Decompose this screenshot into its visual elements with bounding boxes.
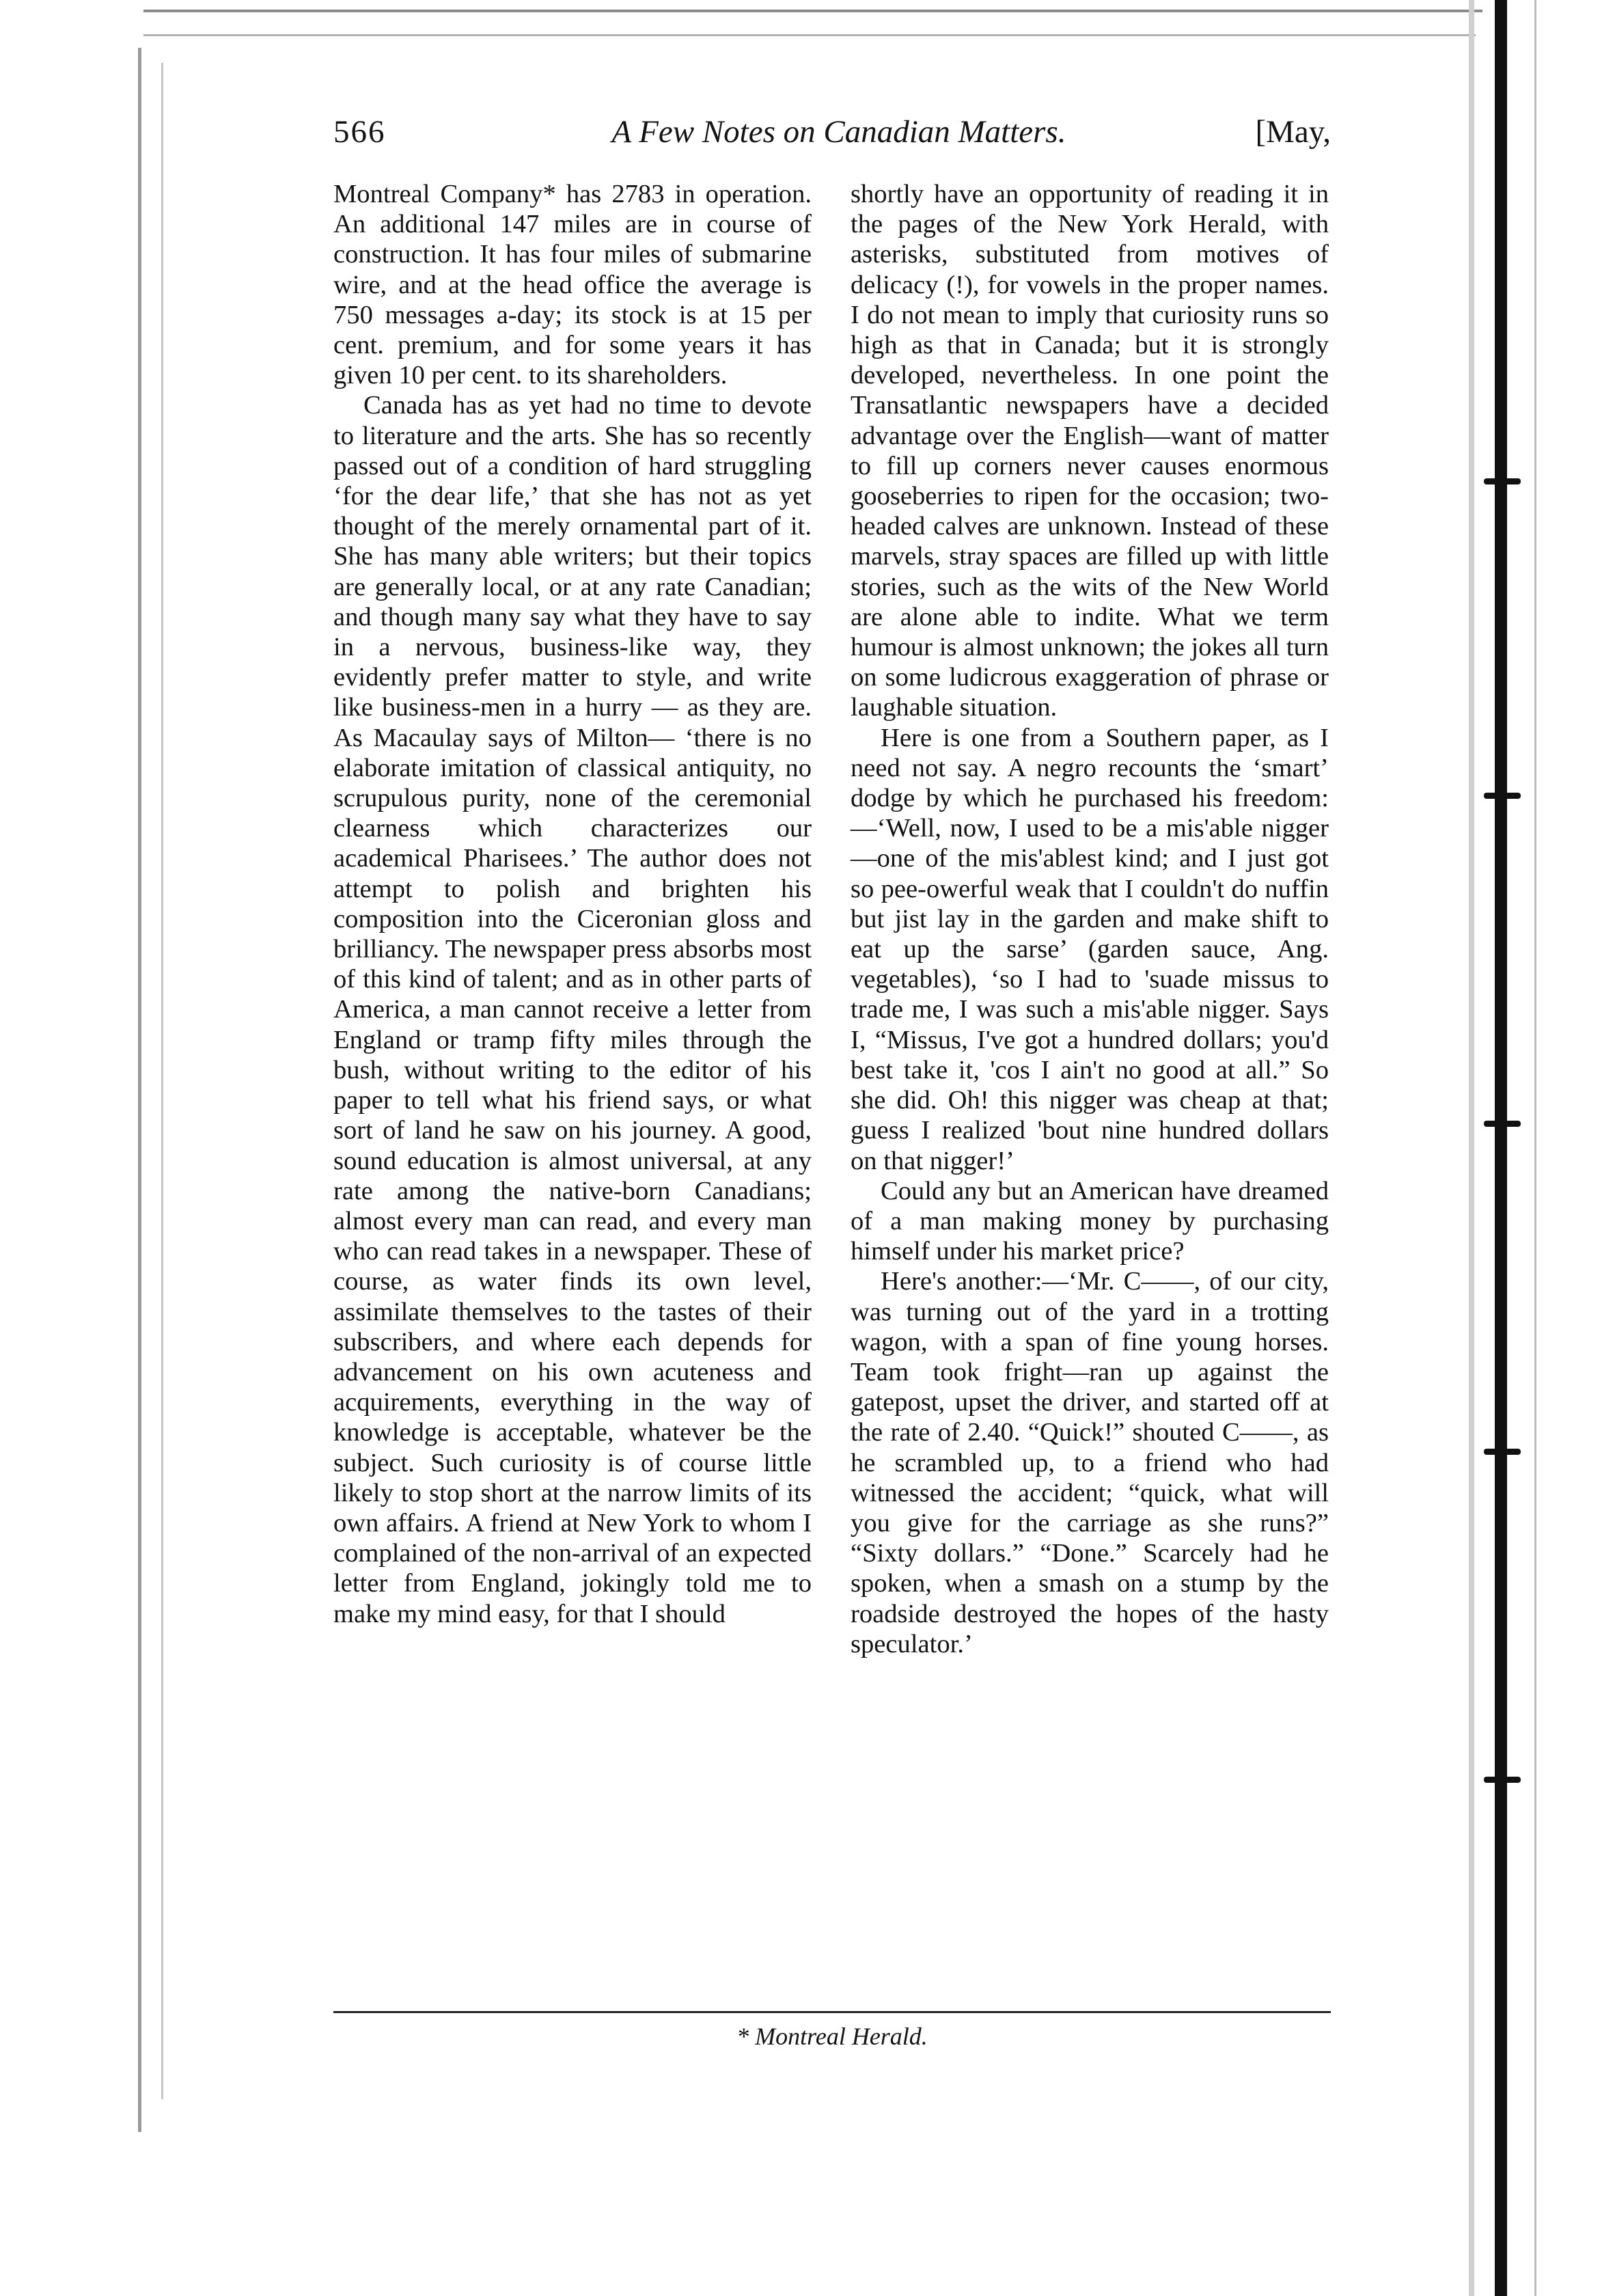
scan-gutter-shadow bbox=[1469, 0, 1474, 2296]
right-column bbox=[851, 179, 1329, 1659]
page-number: 566 bbox=[333, 114, 386, 150]
scan-top-edge bbox=[143, 10, 1482, 12]
scan-inner-top-edge bbox=[143, 34, 1476, 36]
paragraph: Could any but an American have dreamed of a man making money by purchasing himself under his market price? bbox=[851, 1176, 1329, 1266]
footnote: * Montreal Herald. bbox=[736, 2023, 928, 2050]
paragraph: shortly have an opportunity of reading it in the pages of the New York Herald, with asterisks, substituted from motives of delicacy (!), for vowels in the proper names. I do not mean to imply that curiosity runs so high as that in Canada; but it is strongly developed, nevertheless. In one point the Transatlantic newspapers have a decided advantage over the English—want of matter to fill up corners never causes enormous gooseberries to ripen for the occasion; two-headed calves are unknown. Instead of these marvels, stray spaces are filled up with little stories, such as the wits of the New World are alone able to indite. What we term humour is almost unknown; the jokes all turn on some ludicrous exaggeration of phrase or laughable situation. bbox=[851, 180, 1329, 722]
running-head bbox=[333, 113, 1331, 161]
spine-stitch bbox=[1484, 1121, 1521, 1127]
spine-stitch bbox=[1484, 1777, 1521, 1783]
footnote-rule bbox=[333, 2011, 1331, 2013]
paragraph: Canada has as yet had no time to devote to literature and the arts. She has so recently passed out of a condition of hard struggling ‘for the dear life,’ that she has not as yet thought of the merely ornamental part of it. She has many able writers; but their topics are generally local, or at any rate Canadian; and though many say what they have to say in a nervous, business-like way, they evidently prefer matter to style, and write like business-men in a hurry — as they are. As Macaulay says of Milton— ‘there is no elaborate imitation of classical antiquity, no scrupulous purity, none of the ceremonial clearness which characterizes our academical Pharisees.’ The author does not attempt to polish and brighten his composition into the Ciceronian gloss and brilliancy. The newspaper press absorbs most of this kind of talent; and as in other parts of America, a man cannot receive a letter from England or tramp fifty miles through the bush, without writing to the editor of his paper to tell what his friend says, or what sort of land he saw on his journey. A good, sound education is almost universal, at any rate among the native-born Canadians; almost every man can read, and every man who can read takes in a newspaper. These of course, as water finds its own level, assimilate themselves to the tastes of their subscribers, and where each depends for advancement on his own acuteness and acquirements, everything in the way of knowledge is acceptable, whatever be the subject. Such curiosity is of course little likely to stop short at the narrow limits of its own affairs. A friend at New York to whom I complained of the non-arrival of an expected letter from England, jokingly told me to make my mind easy, for that I should bbox=[333, 391, 812, 1628]
running-title: A Few Notes on Canadian Matters. bbox=[611, 114, 1066, 150]
paragraph: Here is one from a Southern paper, as I need not say. A negro recounts the ‘smart’ dodge by which he purchased his freedom:—‘Well, now, I used to be a mis'able nigger—one of the mis'ablest kind; and I just got so pee-owerful weak that I couldn't do nuffin but jist lay in the garden and make shift to eat up the sarse’ (garden sauce, Ang. vegetables), ‘so I had to 'suade missus to trade me, I was such a mis'able nigger. Says I, “Missus, I've got a hundred dollars; you'd best take it, 'cos I ain't no good at all.” So she did. Oh! this nigger was cheap at that; guess I realized 'bout nine hundred dollars on that nigger!’ bbox=[851, 723, 1329, 1175]
paragraph: Here's another:—‘Mr. C——, of our city, was turning out of the yard in a trotting wagon, with a span of fine young horses. Team took fright—ran up against the gatepost, upset the driver, and started off at the rate of 2.40. “Quick!” shouted C——, as he scrambled up, to a friend who had witnessed the accident; “quick, what will you give for the carriage as she runs?” “Sixty dollars.” “Done.” Scarcely had he spoken, when a smash on a stump by the roadside destroyed the hopes of the hasty speculator.’ bbox=[851, 1267, 1329, 1658]
left-column bbox=[333, 179, 812, 1629]
spine-stitch bbox=[1484, 478, 1521, 484]
running-month: [May, bbox=[1255, 114, 1331, 150]
spine-stitch bbox=[1484, 793, 1521, 799]
paragraph: Montreal Company* has 2783 in operation. An additional 147 miles are in course of construction. It has four miles of submarine wire, and at the head office the average is 750 messages a-day; its stock is at 15 per cent. premium, and for some years it has given 10 per cent. to its shareholders. bbox=[333, 180, 812, 390]
book-spine bbox=[1495, 0, 1507, 2296]
spine-stitch bbox=[1484, 1449, 1521, 1455]
scan-inner-left-edge bbox=[161, 63, 163, 2099]
scan-left-edge bbox=[138, 48, 141, 2132]
facing-page-edge bbox=[1534, 0, 1615, 2296]
